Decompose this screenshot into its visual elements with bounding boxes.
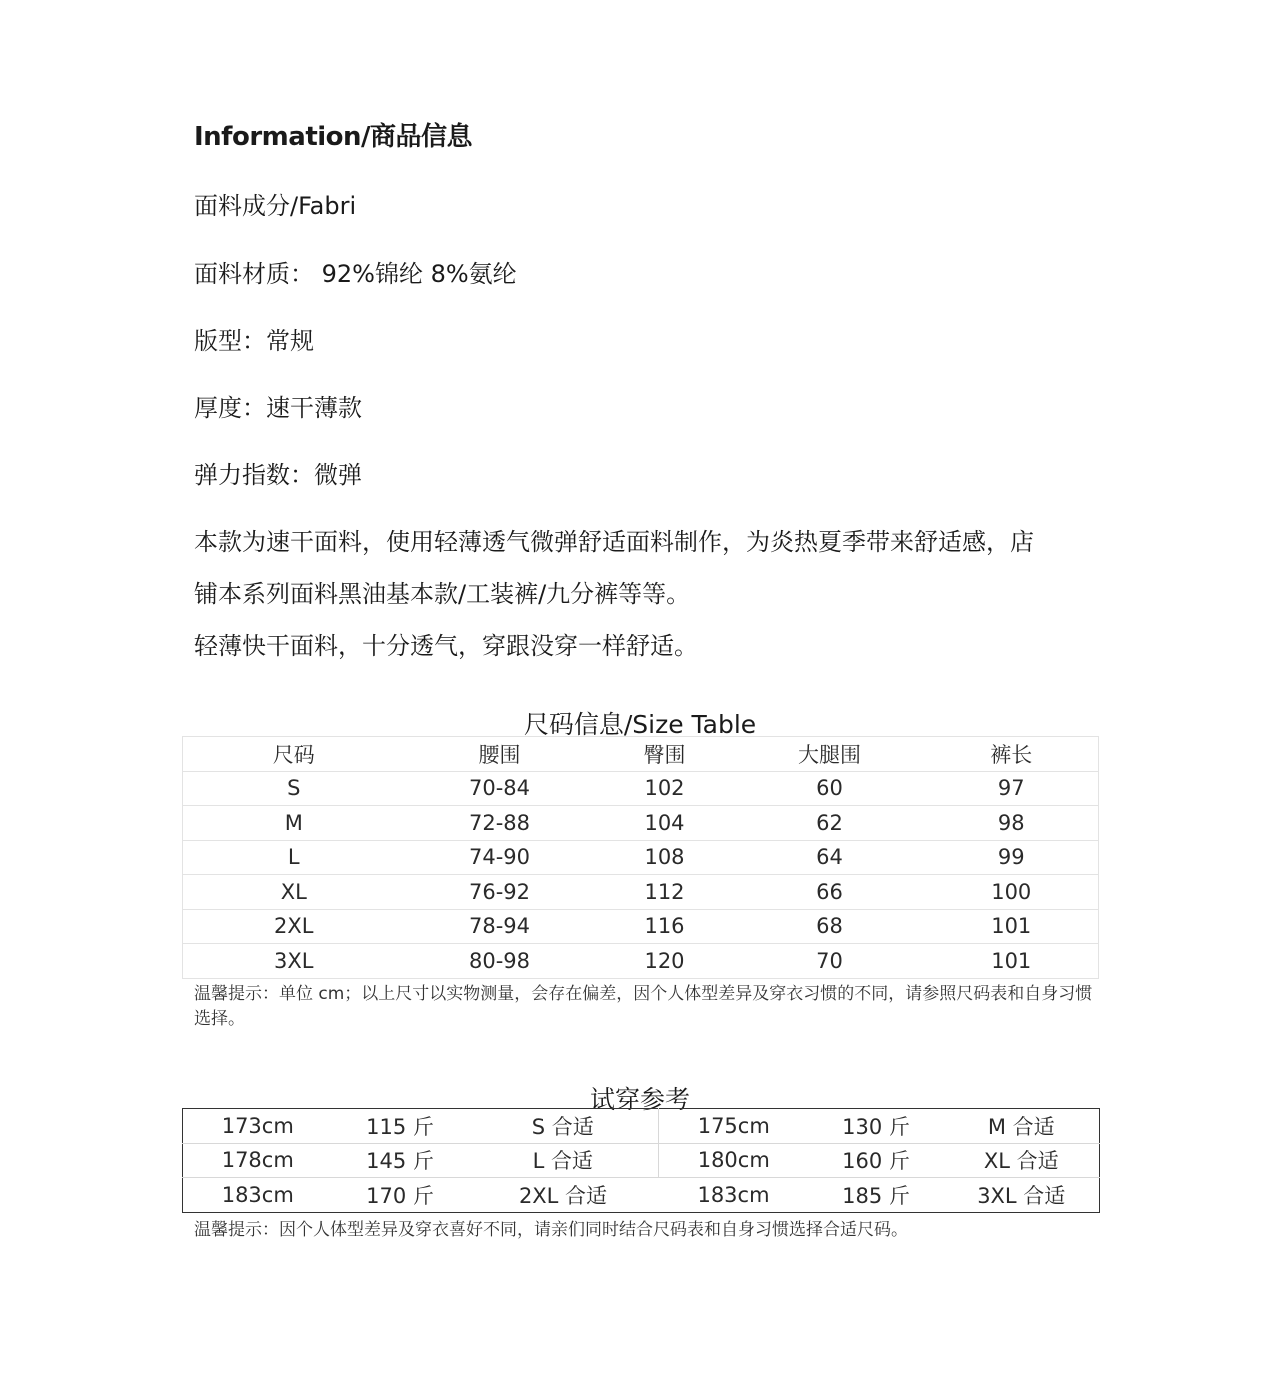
spec-thickness: 厚度：速干薄款: [194, 394, 362, 422]
table-cell: 160 斤: [809, 1143, 944, 1178]
table-cell: 68: [735, 909, 925, 944]
table-cell: 112: [595, 875, 735, 910]
table-cell: S 合适: [468, 1109, 659, 1144]
table-cell: 72-88: [405, 806, 595, 841]
table-cell: M: [183, 806, 405, 841]
size-table-header-row: [183, 737, 1099, 772]
table-cell: 3XL 合适: [944, 1178, 1100, 1213]
table-cell: 76-92: [405, 875, 595, 910]
table-cell: L: [183, 840, 405, 875]
table-cell: S: [183, 771, 405, 806]
table-cell: 104: [595, 806, 735, 841]
spec-fit: 版型：常规: [194, 327, 314, 355]
table-cell: 115 斤: [366, 1114, 434, 1139]
table-cell: 2XL 合适: [468, 1178, 659, 1213]
table-cell: 99: [925, 840, 1099, 875]
table-cell: 102: [595, 771, 735, 806]
table-cell: 101: [925, 909, 1099, 944]
spec-fabric-material: 面料材质： 92%锦纶 8%氨纶: [194, 260, 517, 288]
table-cell: 70-84: [405, 771, 595, 806]
table-cell: 145 斤: [333, 1143, 468, 1178]
table-cell: 70: [735, 944, 925, 979]
table-row: [183, 806, 1099, 841]
table-cell: 173cm: [221, 1113, 294, 1138]
table-cell: 178cm: [183, 1143, 333, 1178]
table-row: [183, 840, 1099, 875]
table-cell: 183cm: [659, 1178, 809, 1213]
table-cell: 130 斤: [842, 1114, 910, 1139]
table-cell: 183cm: [183, 1178, 333, 1213]
size-table-header: 裤长: [925, 737, 1099, 772]
table-cell: 60: [735, 771, 925, 806]
try-table-caption: 试穿参考: [589, 1085, 690, 1114]
table-cell: 97: [925, 771, 1099, 806]
table-cell: 78-94: [405, 909, 595, 944]
table-row: [183, 1109, 1100, 1144]
size-table-note: 温馨提示：单位 cm；以上尺寸以实物测量，会存在偏差，因个人体型差异及穿衣习惯的不同，请参照尺码表和自身习惯选择。: [194, 984, 1093, 1029]
table-cell: M 合适: [987, 1114, 1055, 1139]
size-table-header: 腰围: [405, 737, 595, 772]
description: [194, 516, 1094, 672]
description-line-2: 铺本系列面料黑油基本款/工装裤/九分裤等等。: [194, 580, 691, 608]
spec-fabric-composition: 面料成分/Fabri: [194, 192, 357, 220]
description-line-1: 本款为速干面料，使用轻薄透气微弹舒适面料制作，为炎热夏季带来舒适感，店: [194, 528, 1034, 556]
table-cell: 116: [595, 909, 735, 944]
try-on-table: [182, 1108, 1100, 1213]
table-row: [183, 1143, 1100, 1178]
table-cell: XL 合适: [944, 1143, 1100, 1178]
table-row: [183, 875, 1099, 910]
size-table-header: 臀围: [595, 737, 735, 772]
table-cell: 100: [925, 875, 1099, 910]
table-cell: 80-98: [405, 944, 595, 979]
table-row: [183, 1178, 1100, 1213]
table-cell: 180cm: [659, 1143, 809, 1178]
table-cell: L 合适: [468, 1143, 659, 1178]
page-title: Information/商品信息: [194, 122, 473, 152]
size-table-header: 尺码: [183, 737, 405, 772]
size-table-header: 大腿围: [735, 737, 925, 772]
table-cell: 64: [735, 840, 925, 875]
table-cell: 175cm: [697, 1113, 770, 1138]
table-cell: XL: [183, 875, 405, 910]
size-table-caption: 尺码信息/Size Table: [523, 710, 757, 739]
table-cell: 120: [595, 944, 735, 979]
description-line-3: 轻薄快干面料，十分透气，穿跟没穿一样舒适。: [194, 632, 698, 660]
table-cell: 2XL: [183, 909, 405, 944]
table-cell: 101: [925, 944, 1099, 979]
table-cell: 170 斤: [333, 1178, 468, 1213]
table-cell: 98: [925, 806, 1099, 841]
table-row: [183, 909, 1099, 944]
spec-elasticity: 弹力指数：微弹: [194, 461, 362, 489]
table-cell: 62: [735, 806, 925, 841]
table-cell: 108: [595, 840, 735, 875]
table-cell: 66: [735, 875, 925, 910]
size-table: [182, 736, 1099, 979]
table-cell: 3XL: [183, 944, 405, 979]
table-row: [183, 771, 1099, 806]
table-cell: 74-90: [405, 840, 595, 875]
table-row: [183, 944, 1099, 979]
try-table-note: 温馨提示：因个人体型差异及穿衣喜好不同，请亲们同时结合尺码表和自身习惯选择合适尺码。: [194, 1220, 908, 1240]
table-cell: 185 斤: [809, 1178, 944, 1213]
